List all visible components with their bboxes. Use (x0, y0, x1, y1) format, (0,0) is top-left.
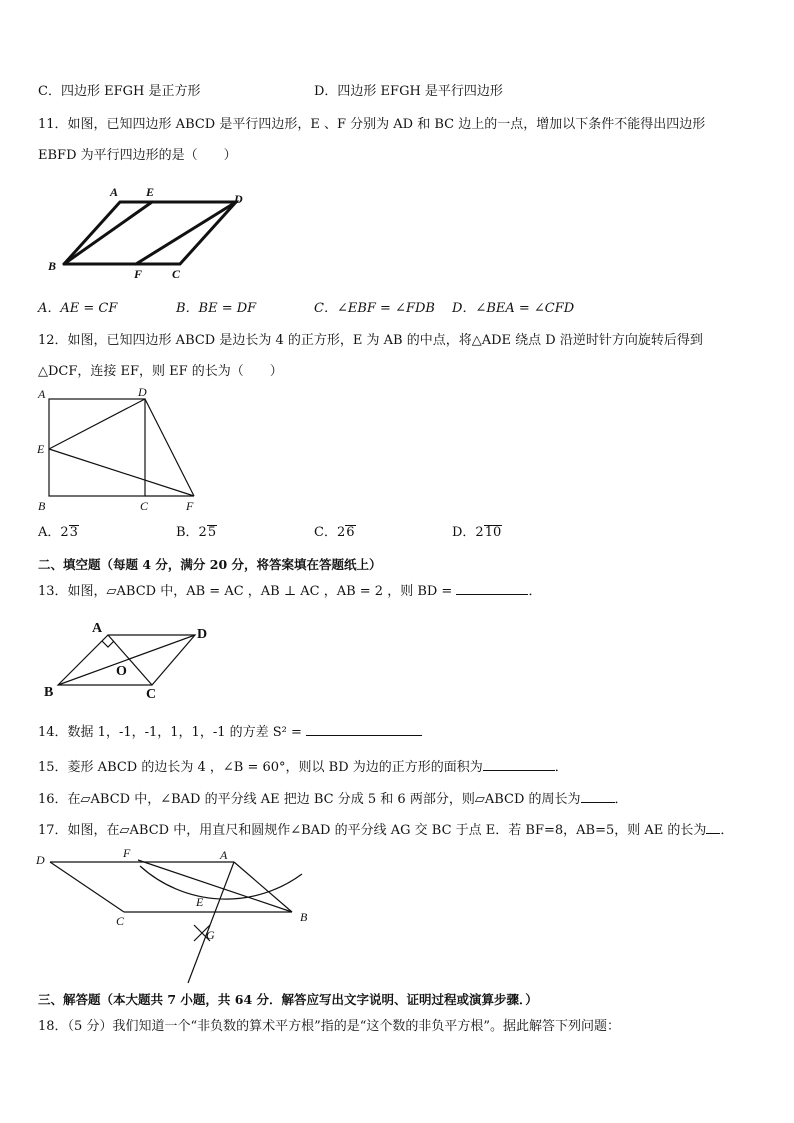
q10-option-d: D．四边形 EFGH 是平行四边形 (314, 84, 503, 99)
q11-label-e: E (146, 185, 155, 199)
q12-option-a-prefix: A．2 (38, 525, 69, 540)
section-3-heading: 三、解答题（本大题共 7 小题，共 64 分．解答应写出文字说明、证明过程或演算步骤．） (38, 992, 538, 1007)
q11-label-f: F (134, 267, 143, 280)
q16-stem-text: 16．在▱ABCD 中，∠BAD 的平分线 AE 把边 BC 分成 5 和 6 两部分，则▱ABCD 的周长为 (38, 792, 581, 807)
q17-angle-bisector-figure (34, 846, 324, 986)
q12-option-d-radicand: 10 (484, 525, 502, 540)
q16-stem (38, 790, 628, 809)
q12-option-d-prefix: D．2 (452, 525, 484, 540)
q12-stem-line2: △DCF，连接 EF，则 EF 的长为（ ） (38, 364, 283, 379)
q12-label-f: F (186, 499, 194, 513)
q15-stem (38, 758, 568, 777)
q11-label-a: A (110, 185, 119, 199)
q14-answer-blank[interactable] (306, 723, 422, 736)
q11-option-d: D．∠BEA = ∠CFD (452, 301, 575, 316)
q12-label-c: C (140, 499, 149, 513)
q15-stem-text: 15．菱形 ABCD 的边长为 4 ，∠B = 60°，则以 BD 为边的正方形的面积为 (38, 760, 483, 775)
q17-answer-blank[interactable] (706, 821, 720, 834)
q17-label-f: F (123, 846, 131, 860)
q12-option-a (38, 524, 79, 542)
q17-stem-end: ． (720, 823, 734, 838)
q14-stem-text: 14．数据 1，-1，-1，1，1，-1 的方差 S² = (38, 725, 302, 740)
q13-label-d: D (197, 627, 208, 642)
q11-stem-line2: EBFD 为平行四边形的是（ ） (38, 148, 237, 163)
q11-stem-line1: 11．如图，已知四边形 ABCD 是平行四边形，E 、F 分别为 AD 和 BC 边上的一点，增加以下条件不能得出四边形 (38, 117, 706, 132)
q13-label-b: B (44, 685, 54, 700)
q17-stem (38, 821, 733, 840)
q11-label-d: D (234, 192, 243, 206)
q12-stem-line1: 12．如图，已知四边形 ABCD 是边长为 4 的正方形，E 为 AB 的中点，将△ADE 绕点 D 沿逆时针方向旋转后得到 (38, 333, 703, 348)
q12-option-b (176, 524, 217, 542)
q14-stem (38, 723, 422, 742)
q11-label-c: C (172, 267, 181, 280)
q11-option-c: C．∠EBF = ∠FDB (314, 301, 435, 316)
q11-option-b: B．BE = DF (176, 301, 257, 316)
q11-label-b: B (48, 259, 57, 273)
q17-label-e: E (196, 895, 204, 909)
section-2-heading: 二、填空题（每题 4 分，满分 20 分，将答案填在答题纸上） (38, 557, 382, 572)
q12-option-b-prefix: B．2 (176, 525, 207, 540)
q12-option-c-prefix: C．2 (314, 525, 346, 540)
q17-label-b: B (300, 910, 308, 924)
q12-option-c-radicand: 6 (346, 525, 355, 540)
q12-square-rotation-figure (34, 386, 204, 514)
q12-option-a-radicand: 3 (69, 525, 78, 540)
q17-label-a: A (220, 848, 228, 862)
q10-option-c: C．四边形 EFGH 是正方形 (38, 84, 201, 99)
q11-option-a: A．AE = CF (38, 301, 118, 316)
q13-label-a: A (92, 621, 103, 636)
q16-answer-blank[interactable] (581, 790, 615, 803)
q12-option-b-radicand: 5 (207, 525, 217, 540)
q13-label-o: O (116, 664, 127, 679)
q18-stem: 18．（5 分）我们知道一个“非负数的算术平方根”指的是“这个数的非负平方根”。据此解答下列问题： (38, 1019, 621, 1034)
q17-label-c: C (116, 914, 125, 928)
q13-stem-end: ． (528, 584, 542, 599)
q12-option-d (452, 524, 502, 542)
q12-label-d: D (138, 386, 147, 399)
q17-label-g: G (206, 928, 215, 942)
q13-stem-text: 13．如图，▱ABCD 中，AB = AC ，AB ⊥ AC ，AB = 2 ，则 BD = (38, 584, 453, 599)
q13-answer-blank[interactable] (456, 582, 528, 595)
q12-label-a: A (38, 387, 46, 401)
q11-parallelogram-figure (40, 180, 260, 280)
q17-label-d: D (36, 853, 45, 867)
q12-label-b: B (38, 499, 46, 513)
q15-stem-end: ． (554, 760, 568, 775)
q13-label-c: C (146, 687, 157, 700)
q16-stem-end: ． (614, 792, 628, 807)
q12-option-c (314, 524, 356, 542)
q15-answer-blank[interactable] (483, 758, 555, 771)
q13-stem (38, 582, 541, 601)
q17-stem-text: 17．如图，在▱ABCD 中，用直尺和圆规作∠BAD 的平分线 AG 交 BC 于点 E．若 BF=8，AB=5，则 AE 的长为 (38, 823, 707, 838)
q13-parallelogram-figure (40, 616, 220, 700)
q12-label-e: E (37, 442, 45, 456)
